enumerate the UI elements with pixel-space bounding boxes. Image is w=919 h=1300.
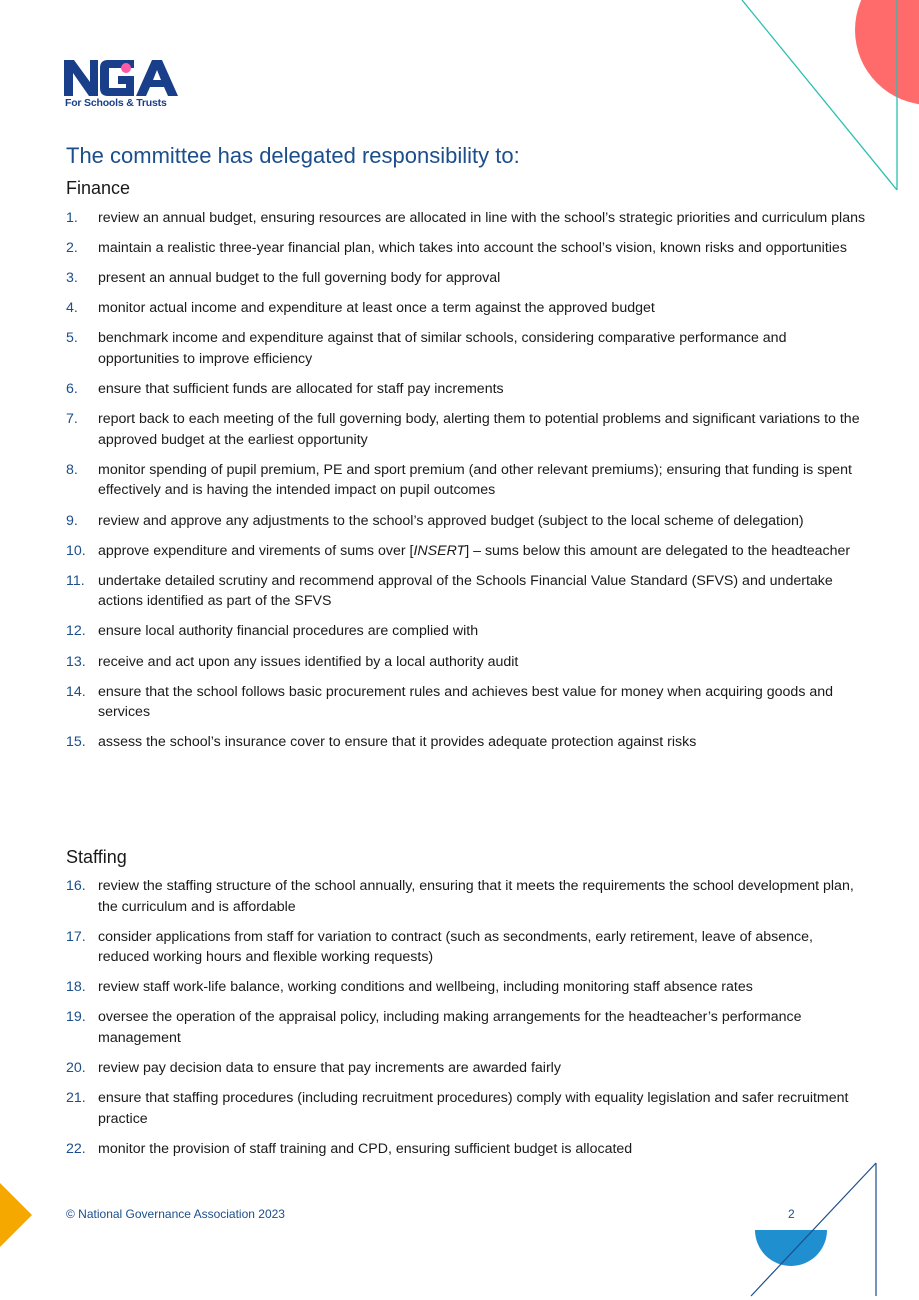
item-number: 12. (66, 623, 86, 640)
item-text: monitor actual income and expenditure at least once a term against the approved budget (98, 300, 655, 317)
item-number: 11. (66, 572, 85, 589)
list-item (66, 268, 866, 289)
list-item (66, 876, 866, 917)
list-item (66, 298, 866, 319)
item-number: 17. (66, 928, 86, 945)
item-text: receive and act upon any issues identified by a local authority audit (98, 653, 519, 670)
item-text: assess the school’s insurance cover to ensure that it provides adequate protection against risks (98, 734, 697, 751)
item-number: 9. (66, 512, 78, 529)
list-item (66, 652, 866, 673)
list-item (66, 927, 866, 968)
item-text: present an annual budget to the full governing body for approval (98, 270, 501, 287)
item-number: 19. (66, 1009, 86, 1026)
page-title: The committee has delegated responsibility to: (66, 143, 520, 168)
item-text: report back to each meeting of the full governing body, alerting them to potential problems and significant variations to the approved budget at the earliest opportunity (98, 411, 860, 448)
item-text: monitor spending of pupil premium, PE and sport premium (and other relevant premiums); ensuring that funding is spent effectively and is having the intended impact on pupil outcomes (98, 461, 852, 499)
item-text-before: approve expenditure and virements of sums over [ (98, 542, 414, 559)
finance-list (66, 208, 866, 762)
item-text: monitor the provision of staff training and CPD, ensuring sufficient budget is allocated (98, 1140, 633, 1157)
item-text: review the staffing structure of the school annually, ensuring that it meets the requirements the school development plan, the curriculum and is affordable (98, 878, 854, 915)
list-item (66, 571, 866, 612)
list-item (66, 1088, 866, 1129)
item-text-italic: INSERT (413, 542, 466, 559)
item-number: 16. (66, 878, 86, 894)
item-number: 7. (66, 411, 78, 428)
item-text: undertake detailed scrutiny and recommend approval of the Schools Financial Value Standard (SFVS) and undertake actions identified as part of the SFVS (98, 572, 833, 610)
staffing-list (66, 876, 866, 1169)
item-text: review an annual budget, ensuring resources are allocated in line with the school’s strategic priorities and curriculum plans (98, 210, 866, 226)
logo-tagline: For Schools & Trusts (65, 97, 167, 109)
item-text: ensure that sufficient funds are allocated for staff pay increments (98, 381, 504, 398)
item-text: review and approve any adjustments to the school’s approved budget (subject to the local scheme of delegation) (98, 512, 804, 529)
item-number: 10. (66, 542, 86, 559)
list-item (66, 977, 866, 998)
item-number: 13. (66, 653, 86, 670)
list-item (66, 1007, 866, 1048)
item-number: 14. (66, 683, 86, 700)
list-item (66, 238, 866, 259)
footer-copyright: © National Governance Association 2023 (66, 1207, 285, 1221)
item-text: ensure that the school follows basic procurement rules and achieves best value for money when acquiring goods and services (98, 683, 834, 721)
list-item (66, 621, 866, 642)
list-item (66, 1139, 866, 1160)
item-number: 21. (66, 1090, 86, 1107)
coral-circle-shape (855, 0, 919, 105)
section-title-staffing: Staffing (66, 847, 127, 867)
item-text: ensure local authority financial procedures are complied with (98, 623, 479, 640)
item-number: 5. (66, 330, 78, 347)
list-item (66, 208, 866, 229)
item-text: consider applications from staff for variation to contract (such as secondments, early retirement, leave of absence, reduced working hours and flexible working requests) (98, 928, 813, 966)
item-number: 20. (66, 1060, 86, 1077)
list-item (66, 379, 866, 400)
list-item (66, 328, 866, 369)
list-item (66, 409, 866, 450)
item-number: 8. (66, 461, 78, 478)
item-text: review staff work-life balance, working conditions and wellbeing, including monitoring staff absence rates (98, 979, 753, 996)
item-number: 3. (66, 270, 78, 287)
navy-diagonal-line (751, 1163, 876, 1296)
list-item (66, 682, 866, 723)
list-item (66, 460, 866, 501)
item-text-after: ] – sums below this amount are delegated to the headteacher (465, 542, 851, 559)
list-item (66, 541, 866, 562)
item-text: maintain a realistic three-year financial plan, which takes into account the school’s vision, known risks and opportunities (98, 240, 847, 257)
item-number: 15. (66, 734, 86, 751)
item-number: 6. (66, 381, 78, 398)
item-number: 18. (66, 979, 86, 996)
item-text: benchmark income and expenditure against that of similar schools, considering comparative performance and opportunities to improve efficiency (98, 330, 787, 367)
section-title-finance: Finance (66, 178, 131, 198)
item-text: oversee the operation of the appraisal policy, including making arrangements for the headteacher’s performance management (98, 1009, 802, 1047)
list-item (66, 732, 866, 753)
list-item (66, 511, 866, 532)
page-number: 2 (788, 1207, 795, 1221)
item-number: 22. (66, 1140, 86, 1157)
blue-semicircle-shape (755, 1230, 827, 1266)
item-number: 4. (66, 300, 78, 317)
item-text: review pay decision data to ensure that pay increments are awarded fairly (98, 1060, 561, 1077)
item-text: ensure that staffing procedures (including recruitment procedures) comply with equality legislation and safer recruitment practice (98, 1090, 849, 1127)
item-number: 2. (66, 240, 78, 257)
list-item (66, 1058, 866, 1079)
amber-triangle-shape (0, 1183, 32, 1247)
item-number: 1. (66, 210, 78, 226)
